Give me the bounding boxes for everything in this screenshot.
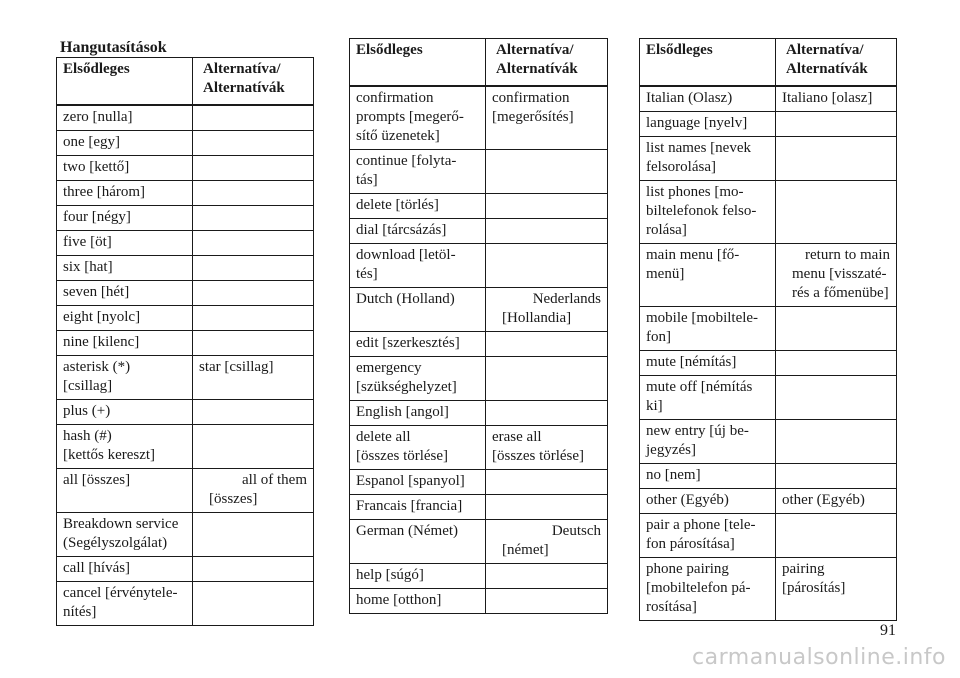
- primary-command-cell: [57, 206, 193, 231]
- primary-command: mobile [mobiltele- fon]: [646, 310, 759, 345]
- primary-command-cell: [640, 558, 776, 621]
- primary-command-cell: [350, 520, 486, 564]
- table-row: [57, 425, 314, 469]
- primary-command: mute off [némítás ki]: [646, 379, 753, 414]
- table-row: [640, 86, 897, 112]
- alternative-command-cell: [193, 400, 314, 425]
- table-row: [57, 469, 314, 513]
- alternative-command-cell: [776, 112, 897, 137]
- alternative-command-cell: [776, 489, 897, 514]
- alternative-command-cell: [776, 514, 897, 558]
- primary-command-cell: [640, 181, 776, 244]
- alternative-command-cell: [193, 582, 314, 626]
- alternative-command: Deutsch [német]: [502, 523, 601, 558]
- table-row: [57, 582, 314, 626]
- primary-command-cell: [350, 244, 486, 288]
- header-alternative: Alternatíva/ Alternatívák: [193, 58, 314, 106]
- primary-command: zero [nulla]: [63, 109, 133, 125]
- table-row: [350, 495, 608, 520]
- table-row: [57, 105, 314, 131]
- alternative-command-cell: [486, 564, 608, 589]
- alternative-command-cell: [486, 288, 608, 332]
- alternative-command: pairing [párosítás]: [782, 561, 846, 596]
- primary-command-cell: [640, 244, 776, 307]
- primary-command: help [súgó]: [356, 567, 424, 583]
- alternative-command-cell: [776, 86, 897, 112]
- primary-command: confirmation prompts [megerő- sítő üzenetek]: [356, 90, 464, 144]
- alternative-command-cell: [486, 426, 608, 470]
- alternative-command-cell: [193, 425, 314, 469]
- voice-commands-table-2: [349, 38, 608, 614]
- alternative-command-cell: [193, 105, 314, 131]
- header-primary: Elsődleges: [640, 39, 776, 87]
- table-row: [57, 181, 314, 206]
- primary-command: delete [törlés]: [356, 197, 439, 213]
- primary-command-cell: [350, 150, 486, 194]
- table-row: [350, 288, 608, 332]
- primary-command: list names [nevek felsorolása]: [646, 140, 751, 175]
- primary-command: six [hat]: [63, 259, 113, 275]
- table-row: [350, 244, 608, 288]
- alternative-command-cell: [776, 244, 897, 307]
- primary-command-cell: [57, 425, 193, 469]
- page-number: 91: [880, 622, 896, 639]
- primary-command: main menu [fő- menü]: [646, 247, 740, 282]
- alternative-command: Italiano [olasz]: [782, 90, 873, 106]
- alternative-command-cell: [486, 470, 608, 495]
- primary-command: nine [kilenc]: [63, 334, 140, 350]
- table-row: [350, 520, 608, 564]
- alternative-command-cell: [486, 589, 608, 614]
- primary-command: asterisk (*) [csillag]: [63, 359, 131, 394]
- alternative-command-cell: [486, 357, 608, 401]
- table-row: [57, 206, 314, 231]
- watermark: carmanualsonline.info: [692, 645, 946, 670]
- table-row: [350, 357, 608, 401]
- primary-command: Espanol [spanyol]: [356, 473, 465, 489]
- section-heading: Hangutasítások: [60, 39, 167, 56]
- primary-command: emergency [szükséghelyzet]: [356, 360, 457, 395]
- primary-command-cell: [640, 112, 776, 137]
- alternative-command: confirmation [megerősítés]: [492, 90, 574, 125]
- primary-command-cell: [350, 589, 486, 614]
- table-row: [57, 306, 314, 331]
- alternative-command-cell: [486, 194, 608, 219]
- primary-command: Dutch (Holland): [356, 291, 455, 307]
- primary-command-cell: [57, 356, 193, 400]
- alternative-command-cell: [486, 495, 608, 520]
- table-row: [57, 156, 314, 181]
- primary-command-cell: [640, 376, 776, 420]
- alternative-command: erase all [összes törlése]: [492, 429, 585, 464]
- table-row: [57, 231, 314, 256]
- alternative-command: Nederlands [Hollandia]: [502, 291, 601, 326]
- table-row: [350, 470, 608, 495]
- alternative-command-cell: [486, 86, 608, 150]
- table-row: [640, 489, 897, 514]
- table-row: [640, 514, 897, 558]
- alternative-command: all of them [összes]: [209, 472, 307, 507]
- alternative-command-cell: [193, 156, 314, 181]
- table-row: [640, 112, 897, 137]
- voice-commands-table-3: [639, 38, 897, 621]
- primary-command: four [négy]: [63, 209, 131, 225]
- alternative-command-cell: [193, 256, 314, 281]
- primary-command-cell: [57, 156, 193, 181]
- alternative-command-cell: [776, 137, 897, 181]
- alternative-command-cell: [193, 513, 314, 557]
- alternative-command-cell: [193, 331, 314, 356]
- primary-command-cell: [350, 194, 486, 219]
- table-row: [350, 194, 608, 219]
- primary-command-cell: [57, 105, 193, 131]
- primary-command-cell: [350, 86, 486, 150]
- primary-command: continue [folyta- tás]: [356, 153, 457, 188]
- alternative-command-cell: [486, 332, 608, 357]
- primary-command-cell: [350, 564, 486, 589]
- table-row: [57, 131, 314, 156]
- primary-command: language [nyelv]: [646, 115, 748, 131]
- alternative-command-cell: [776, 376, 897, 420]
- alternative-command-cell: [193, 181, 314, 206]
- alternative-command-cell: [776, 351, 897, 376]
- primary-command-cell: [350, 332, 486, 357]
- primary-command-cell: [350, 470, 486, 495]
- primary-command: five [öt]: [63, 234, 112, 250]
- primary-command: download [letöl- tés]: [356, 247, 456, 282]
- alternative-command-cell: [486, 150, 608, 194]
- primary-command: Italian (Olasz): [646, 90, 733, 106]
- primary-command: other (Egyéb): [646, 492, 729, 508]
- table-row: [57, 256, 314, 281]
- primary-command: call [hívás]: [63, 560, 131, 576]
- primary-command: list phones [mo- biltelefonok felso- rolása]: [646, 184, 757, 238]
- table-row: [57, 356, 314, 400]
- alternative-command-cell: [776, 558, 897, 621]
- header-primary: Elsődleges: [350, 39, 486, 87]
- alternative-command-cell: [193, 469, 314, 513]
- alternative-command-cell: [193, 557, 314, 582]
- primary-command-cell: [640, 514, 776, 558]
- table-row: [640, 558, 897, 621]
- primary-command-cell: [57, 557, 193, 582]
- primary-command: two [kettő]: [63, 159, 130, 175]
- primary-command: hash (#) [kettős kereszt]: [63, 428, 156, 463]
- alternative-command-cell: [486, 401, 608, 426]
- primary-command-cell: [57, 582, 193, 626]
- alternative-command-cell: [193, 206, 314, 231]
- table-row: [350, 426, 608, 470]
- header-alternative: Alternatíva/ Alternatívák: [486, 39, 608, 87]
- primary-command: German (Német): [356, 523, 459, 539]
- alternative-command: return to main menu [visszaté- rés a főmenübe]: [792, 247, 890, 301]
- primary-command-cell: [57, 306, 193, 331]
- table-header-row: [57, 58, 314, 106]
- primary-command: no [nem]: [646, 467, 701, 483]
- table-row: [640, 244, 897, 307]
- table-row: [57, 331, 314, 356]
- table-row: [640, 351, 897, 376]
- primary-command-cell: [350, 495, 486, 520]
- primary-command: plus (+): [63, 403, 111, 419]
- primary-command-cell: [640, 420, 776, 464]
- primary-command-cell: [57, 331, 193, 356]
- primary-command: cancel [érvénytele- nítés]: [63, 585, 178, 620]
- table-row: [640, 464, 897, 489]
- primary-command-cell: [640, 86, 776, 112]
- primary-command-cell: [57, 231, 193, 256]
- primary-command-cell: [350, 401, 486, 426]
- table-row: [640, 376, 897, 420]
- primary-command: three [három]: [63, 184, 146, 200]
- voice-commands-table-1: [56, 57, 314, 626]
- alternative-command-cell: [193, 356, 314, 400]
- primary-command-cell: [640, 464, 776, 489]
- table-row: [350, 589, 608, 614]
- primary-command: phone pairing [mobiltelefon pá- rosítása]: [646, 561, 751, 615]
- alternative-command-cell: [193, 131, 314, 156]
- primary-command-cell: [640, 489, 776, 514]
- primary-command-cell: [57, 400, 193, 425]
- primary-command-cell: [640, 137, 776, 181]
- primary-command-cell: [350, 357, 486, 401]
- table-row: [57, 281, 314, 306]
- primary-command-cell: [57, 281, 193, 306]
- table-row: [350, 219, 608, 244]
- table-row: [640, 420, 897, 464]
- alternative-command-cell: [776, 307, 897, 351]
- alternative-command: star [csillag]: [199, 359, 274, 375]
- primary-command: one [egy]: [63, 134, 121, 150]
- primary-command: pair a phone [tele- fon párosítása]: [646, 517, 756, 552]
- primary-command: home [otthon]: [356, 592, 442, 608]
- alternative-command-cell: [486, 244, 608, 288]
- alternative-command-cell: [486, 520, 608, 564]
- table-row: [350, 332, 608, 357]
- primary-command: eight [nyolc]: [63, 309, 141, 325]
- primary-command-cell: [57, 513, 193, 557]
- primary-command-cell: [57, 181, 193, 206]
- alternative-command-cell: [193, 231, 314, 256]
- primary-command: seven [hét]: [63, 284, 130, 300]
- primary-command-cell: [640, 351, 776, 376]
- primary-command-cell: [57, 469, 193, 513]
- alternative-command-cell: [193, 281, 314, 306]
- table-row: [640, 307, 897, 351]
- header-primary: Elsődleges: [57, 58, 193, 106]
- primary-command-cell: [350, 219, 486, 244]
- primary-command: English [angol]: [356, 404, 449, 420]
- table-row: [350, 564, 608, 589]
- primary-command: delete all [összes törlése]: [356, 429, 449, 464]
- table-row: [640, 181, 897, 244]
- primary-command: new entry [új be- jegyzés]: [646, 423, 749, 458]
- primary-command: all [összes]: [63, 472, 131, 488]
- table-row: [57, 557, 314, 582]
- primary-command: mute [némítás]: [646, 354, 737, 370]
- table-row: [57, 400, 314, 425]
- primary-command-cell: [640, 307, 776, 351]
- table-row: [57, 513, 314, 557]
- primary-command: dial [tárcsázás]: [356, 222, 447, 238]
- alternative-command-cell: [193, 306, 314, 331]
- table-header-row: [640, 39, 897, 87]
- table-row: [350, 150, 608, 194]
- alternative-command-cell: [776, 181, 897, 244]
- primary-command: Francais [francia]: [356, 498, 463, 514]
- table-row: [640, 137, 897, 181]
- primary-command-cell: [57, 256, 193, 281]
- alternative-command: other (Egyéb): [782, 492, 865, 508]
- table-row: [350, 401, 608, 426]
- primary-command: Breakdown service (Segélyszolgálat): [63, 516, 179, 551]
- primary-command-cell: [57, 131, 193, 156]
- alternative-command-cell: [776, 464, 897, 489]
- table-row: [350, 86, 608, 150]
- header-alternative: Alternatíva/ Alternatívák: [776, 39, 897, 87]
- primary-command-cell: [350, 288, 486, 332]
- alternative-command-cell: [776, 420, 897, 464]
- table-header-row: [350, 39, 608, 87]
- alternative-command-cell: [486, 219, 608, 244]
- primary-command-cell: [350, 426, 486, 470]
- primary-command: edit [szerkesztés]: [356, 335, 460, 351]
